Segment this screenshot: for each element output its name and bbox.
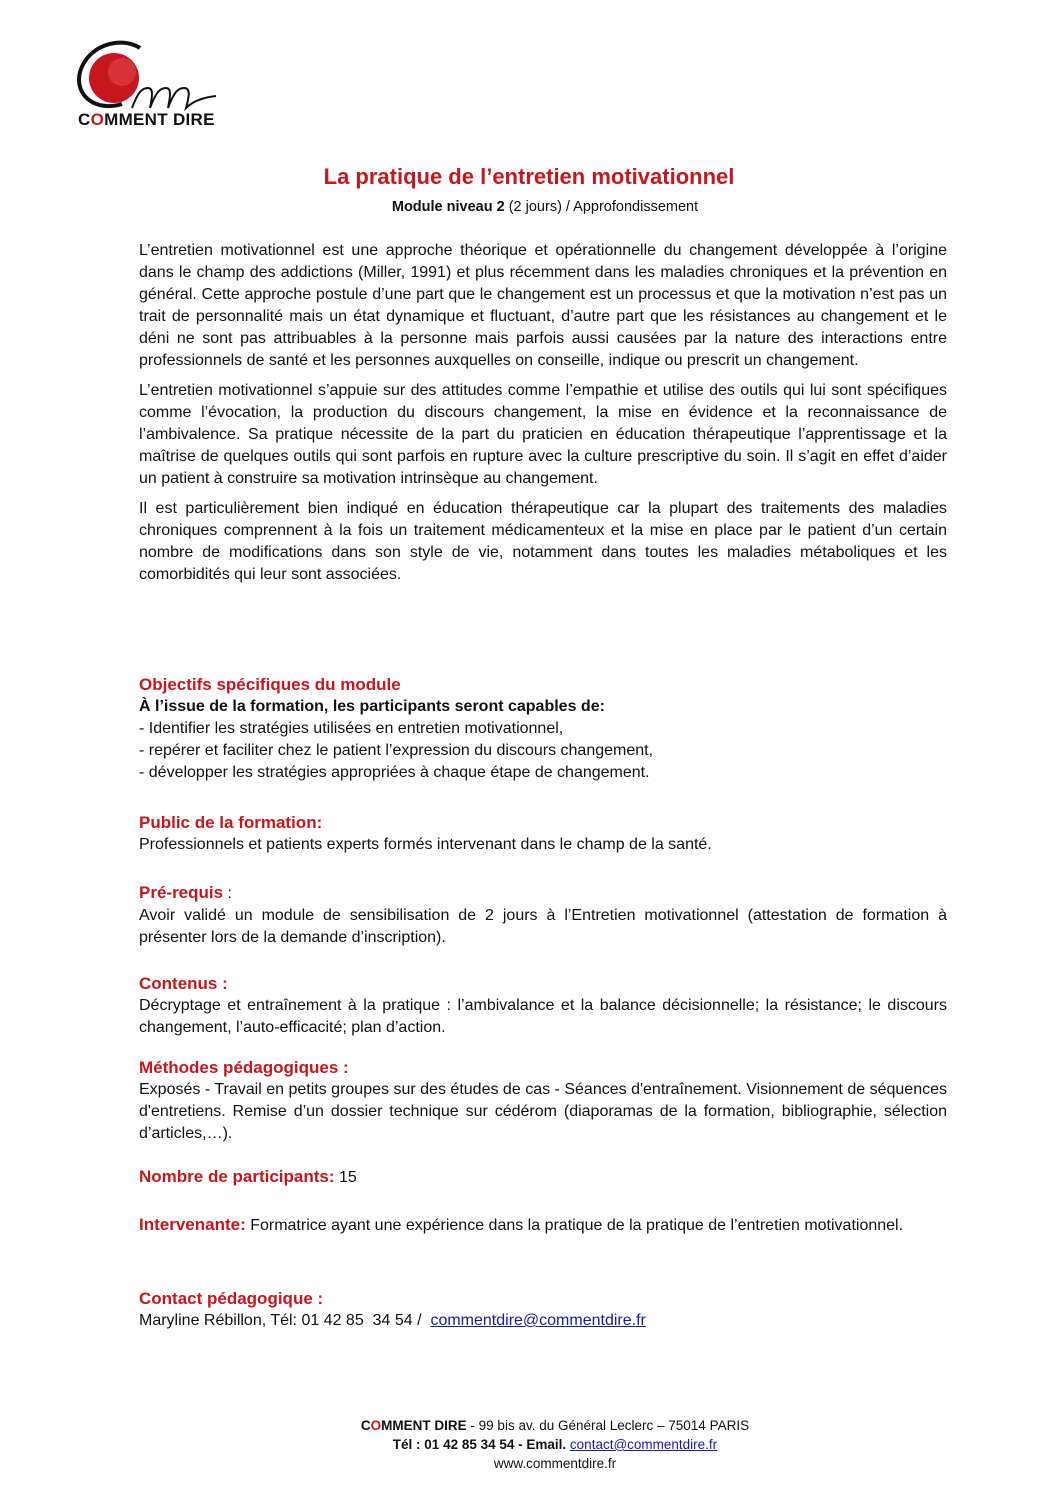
public-text: Professionnels et patients experts formés intervenant dans le champ de la santé. — [139, 836, 712, 853]
intro-section — [139, 240, 947, 594]
footer-email-link[interactable]: contact@commentdire.fr — [569, 1437, 718, 1452]
footer-tel: Tél : 01 42 85 34 54 - Email. — [392, 1437, 567, 1452]
logo-name: COMMENT DIRE — [78, 110, 215, 129]
footer — [0, 1416, 1058, 1473]
prerequis-heading: Pré-requis — [139, 883, 224, 902]
contact-text: Maryline Rébillon, Tél: 01 42 85 34 54 / — [139, 1312, 431, 1329]
contenus-heading: Contenus : — [139, 974, 228, 993]
footer-address: - 99 bis av. du Général Leclerc – 75014 PARIS — [466, 1418, 750, 1433]
objectifs-section — [139, 674, 947, 784]
intro-paragraph: L’entretien motivationnel s’appuie sur des attitudes comme l’empathie et utilise des outils qui lui sont spécifiques comme l’évocation, la production du discours changement, la mise en évidence et la reconnaissance de l’ambivalence. Sa pratique nécessite de la part du praticien en éducation thérapeutique l’apprentissage et la maîtrise de quelques outils qui sont parfois en rupture avec la culture prescriptive du soin. Il s’agit en effet d’aider un patient à construire sa motivation intrinsèque au changement. — [139, 382, 947, 487]
prerequis-suffix: : — [223, 885, 232, 902]
intervenante-heading: Intervenante: — [139, 1215, 246, 1234]
participants-value: 15 — [334, 1169, 357, 1186]
methodes-heading: Méthodes pédagogiques : — [139, 1058, 349, 1077]
objectifs-heading: Objectifs spécifiques du module — [139, 675, 401, 694]
public-section — [139, 812, 947, 856]
prerequis-text: Avoir validé un module de sensibilisation de 2 jours à l’Entretien motivationnel (attestation de formation à présenter lors de la demande d’inscription). — [139, 907, 947, 946]
intro-paragraph: L’entretien motivationnel est une approche théorique et opérationnelle du changement développée à l’origine dans le champ des addictions (Miller, 1991) et plus récemment dans les maladies chroniques et la prévention en général. Cette approche postule d’une part que le changement est un processus et que la motivation n’est pas un trait de personnalité mais un état dynamique et fluctuant, d’autre part que les résistances au changement et le déni ne sont pas attribuables à la personne mais parfois aussi causées par la nature des interactions entre professionnels de santé et les personnes auxquelles on conseille, indique ou prescrit un changement. — [139, 242, 947, 369]
page-subtitle: Module niveau 2 (2 jours) / Approfondissement — [391, 199, 699, 215]
footer-name-o: O — [370, 1418, 382, 1433]
logo — [70, 38, 230, 133]
list-item: - développer les stratégies appropriées à chaque étape de changement. — [139, 764, 650, 781]
intervenante-text: Formatrice ayant une expérience dans la pratique de la pratique de l’entretien motivationnel. — [245, 1217, 904, 1234]
list-item: - Identifier les stratégies utilisées en entretien motivationnel, — [139, 720, 564, 737]
footer-name-rest: MMENT DIRE — [381, 1418, 467, 1433]
contact-email-link[interactable]: commentdire@commentdire.fr — [430, 1312, 646, 1329]
logo-monogram-icon — [70, 38, 230, 118]
public-heading: Public de la formation: — [139, 813, 323, 832]
intervenante-section — [139, 1214, 947, 1237]
footer-website[interactable]: www.commentdire.fr — [493, 1456, 617, 1471]
prerequis-section — [139, 882, 947, 949]
page-title: La pratique de l’entretien motivationnel — [323, 164, 735, 189]
footer-name-c: C — [360, 1418, 371, 1433]
list-item: - repérer et faciliter chez le patient l’expression du discours changement, — [139, 742, 654, 759]
participants-heading: Nombre de participants: — [139, 1167, 335, 1186]
contenus-text: Décryptage et entraînement à la pratique : l’ambivalance et la balance décisionnelle; la résistance; le discours changement, l’auto-efficacité; plan d’action. — [139, 997, 947, 1036]
intro-paragraph: Il est particulièrement bien indiqué en éducation thérapeutique car la plupart des traitements des maladies chroniques comprennent à la fois un traitement médicamenteux et la mise en place par le patient d’un certain nombre de modifications dans son style de vie, notamment dans toutes les maladies métaboliques et les comorbidités qui leur sont associées. — [139, 500, 947, 583]
methodes-text: Exposés - Travail en petits groupes sur des études de cas - Séances d'entraînement. Visionnement de séquences d'entretiens. Remise d’un dossier technique sur cédérom (diaporamas de la formation, bibliographie, sélection d’articles,…). — [139, 1081, 947, 1142]
methodes-section — [139, 1057, 947, 1145]
contenus-section — [139, 973, 947, 1039]
objectifs-lead: À l’issue de la formation, les participants seront capables de: — [139, 698, 605, 715]
contact-heading: Contact pédagogique : — [139, 1289, 324, 1308]
participants-section — [139, 1166, 947, 1189]
contact-section — [139, 1288, 947, 1332]
